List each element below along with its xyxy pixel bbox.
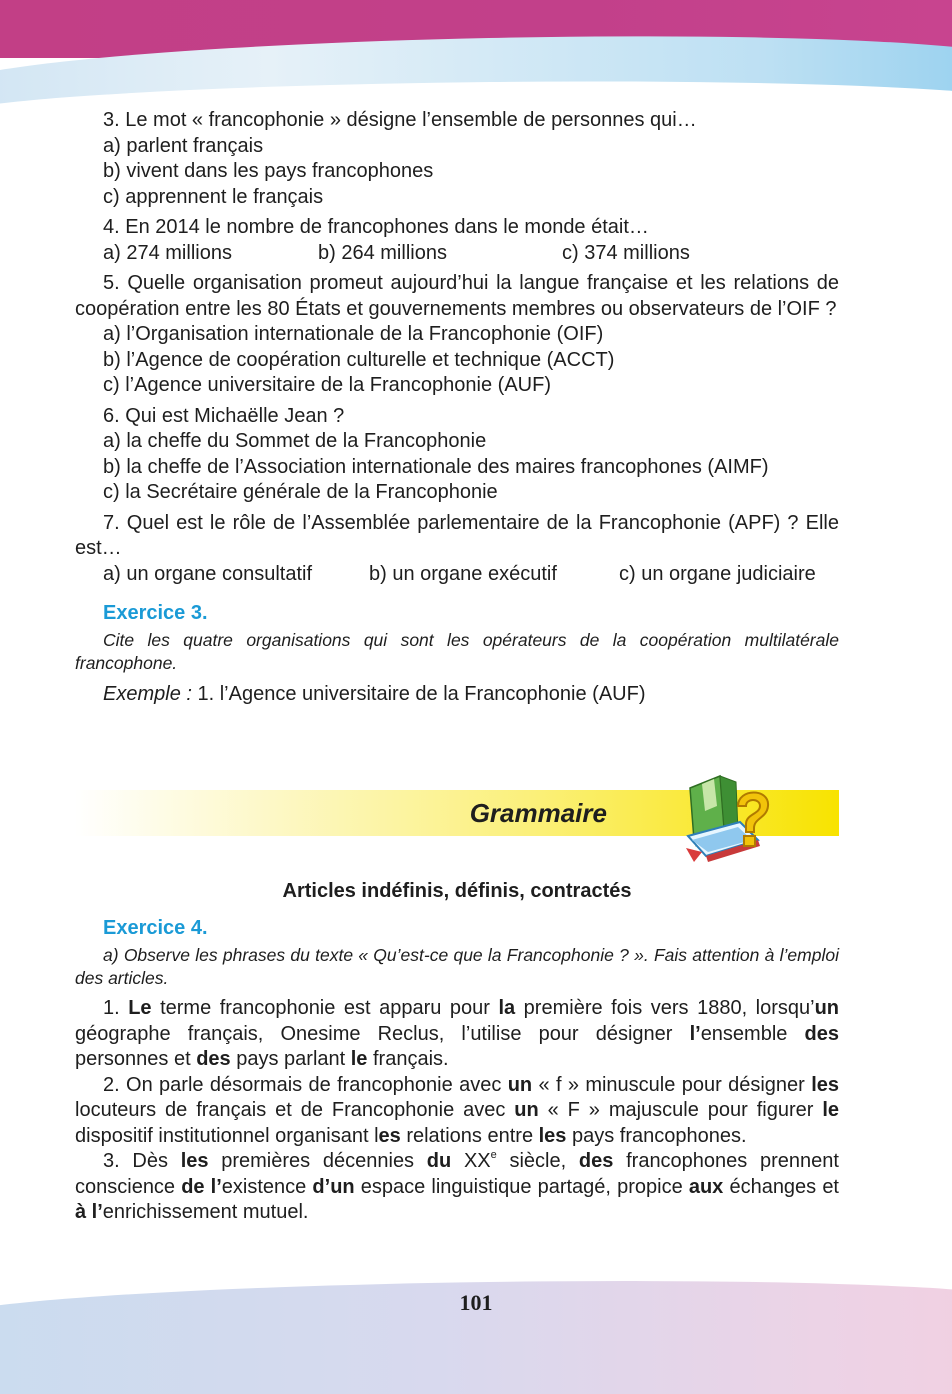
p2-segment: les: [811, 1073, 839, 1096]
grammar-title: Grammaire: [469, 798, 607, 828]
exercise-3-example: [75, 681, 839, 708]
top-banner: [0, 0, 952, 120]
p1-segment: un: [814, 997, 840, 1019]
p1-segment: le: [350, 1048, 368, 1070]
option-5b: b) l’Agence de coopération culturelle et technique (ACCT): [103, 348, 615, 371]
option-4a: a) 274 millions: [103, 241, 232, 264]
options-7: [75, 562, 839, 588]
question-5: 5. Quelle organisation promeut aujourd’hui la langue française et les relations de coopération entre les 80 États et gouvernements membres ou observateurs de l’OIF ?: [75, 272, 839, 320]
example-text: 1. l’Agence universitaire de la Francophonie (AUF): [191, 683, 646, 705]
paragraph-3: 3. Dès les premières décennies du XXe siècle, des francophones prennent conscience de l’existence d’un espace linguistique partagé, propice aux échanges et à l’enrichissement mutuel.: [75, 1149, 839, 1223]
question-6: 6. Qui est Michaëlle Jean ?: [103, 404, 345, 427]
question-3: 3. Le mot « francophonie » désigne l’ensemble de personnes qui…: [103, 109, 697, 131]
p2-segment: « f » minuscule pour désigner: [532, 1073, 812, 1096]
p1-segment: pays parlant: [230, 1048, 351, 1070]
p2-segment: relations entre: [400, 1124, 539, 1147]
p1-segment: l’: [689, 1022, 701, 1045]
books-question-icon: [680, 766, 780, 866]
option-6c: c) la Secrétaire générale de la Francophonie: [103, 481, 498, 503]
example-label: Exemple :: [103, 683, 192, 705]
option-6b: b) la cheffe de l’Association internationale des maires francophones (AIMF): [103, 455, 769, 478]
option-5a: a) l’Organisation internationale de la Francophonie (OIF): [103, 323, 604, 345]
p2-segment: le: [822, 1099, 839, 1121]
p2-segment: 2. On parle désormais de francophonie avec: [103, 1073, 508, 1096]
option-5c: c) l’Agence universitaire de la Francophonie (AUF): [103, 374, 551, 396]
p1-segment: géographe français, Onesime Reclus, l’utilise pour désigner: [75, 1022, 690, 1045]
p1-segment: français.: [367, 1048, 449, 1070]
grammar-subtitle: Articles indéfinis, définis, contractés: [282, 880, 632, 902]
options-4: [75, 241, 839, 267]
p1-segment: des: [196, 1048, 231, 1070]
p1-segment: première fois vers 1880, lorsqu’: [515, 997, 815, 1019]
p1-segment: 1.: [103, 997, 129, 1019]
exercise-4-title: Exercice 4.: [103, 917, 208, 939]
option-3c: c) apprennent le français: [103, 185, 324, 208]
option-7c: c) un organe judiciaire: [619, 562, 816, 585]
option-3a: a) parlent français: [103, 134, 264, 157]
exercise-3-title: Exercice 3.: [103, 602, 208, 624]
p1-segment: Le: [128, 997, 152, 1019]
p2-segment: dispositif institutionnel organisant l: [75, 1124, 379, 1147]
option-4b: b) 264 millions: [318, 241, 447, 264]
p1-segment: ensemble: [700, 1022, 805, 1045]
p1-segment: des: [804, 1022, 839, 1045]
p1-segment: personnes et: [75, 1048, 197, 1070]
p2-segment: les: [538, 1124, 567, 1147]
exercise-4-instruction: a) Observe les phrases du texte « Qu’est-ce que la Francophonie ? ». Fais attention à l’emploi des articles.: [75, 945, 839, 988]
exercise-4-section: [75, 914, 839, 1226]
question-4: 4. En 2014 le nombre de francophones dans le monde était…: [103, 216, 649, 238]
option-4c: c) 374 millions: [562, 241, 690, 264]
bottom-banner: [0, 1270, 952, 1394]
paragraph-2: [75, 1073, 839, 1150]
quiz-section: [75, 108, 839, 708]
p1-segment: terme francophonie est apparu pour: [151, 997, 499, 1019]
p2-segment: pays francophones.: [566, 1124, 747, 1147]
option-6a: a) la cheffe du Sommet de la Francophonie: [103, 430, 487, 452]
page-number: 101: [459, 1290, 493, 1315]
paragraph-1: [75, 996, 839, 1073]
question-7: 7. Quel est le rôle de l’Assemblée parlementaire de la Francophonie (APF) ? Elle est…: [75, 511, 839, 559]
p2-segment: un: [507, 1073, 533, 1096]
p1-segment: la: [498, 997, 516, 1019]
option-7a: a) un organe consultatif: [103, 562, 313, 585]
p2-segment: es: [378, 1124, 401, 1147]
p2-segment: locuteurs de français et de Francophonie avec: [75, 1099, 515, 1121]
p2-segment: « F » majuscule pour figurer: [538, 1099, 823, 1121]
exercise-3-instruction: Cite les quatre organisations qui sont les opérateurs de la coopération multilatérale francophone.: [75, 630, 839, 673]
p2-segment: un: [514, 1099, 539, 1121]
option-3b: b) vivent dans les pays francophones: [103, 160, 434, 182]
option-7b: b) un organe exécutif: [369, 562, 557, 585]
